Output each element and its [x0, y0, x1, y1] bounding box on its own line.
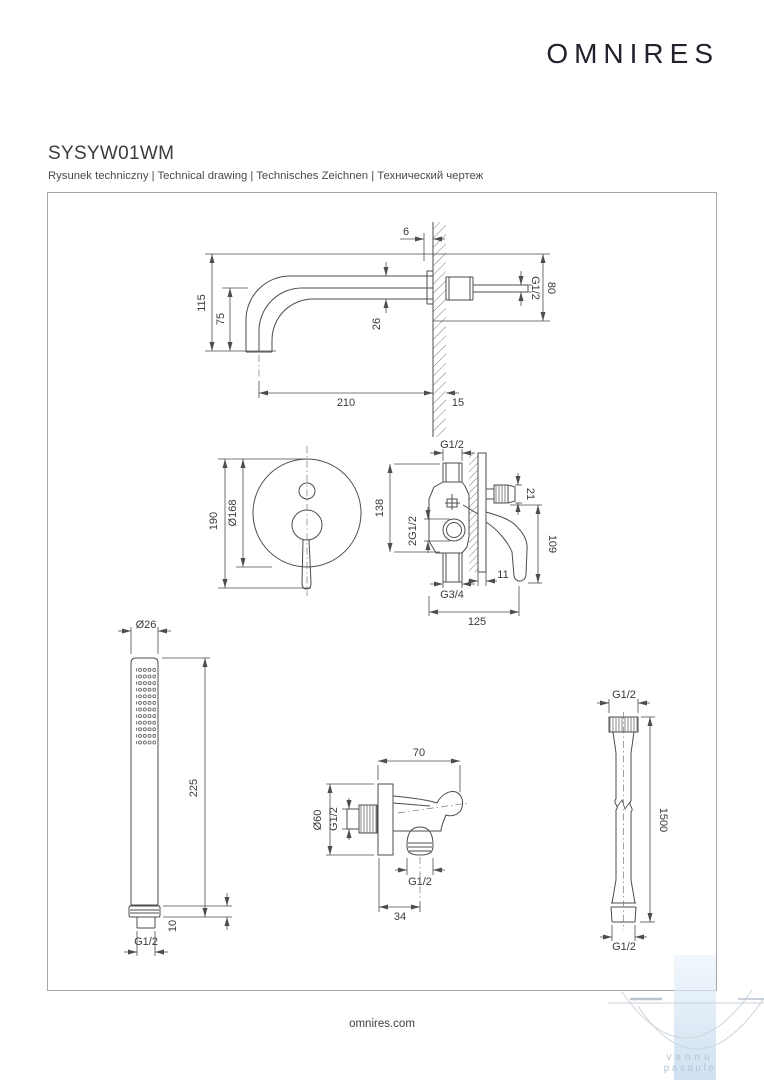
dim-valve-lever-length: 109 — [546, 534, 558, 554]
drawing-wall-spout — [196, 222, 557, 437]
dim-spout-thread: G1/2 — [529, 276, 541, 300]
brand-logo: OMNIRES — [546, 38, 719, 69]
dim-valve-inlet-thread: G1/2 — [440, 439, 464, 451]
nozzle-dots — [136, 666, 156, 747]
dim-spout-length: 210 — [336, 397, 356, 409]
dim-valve-outlet-threads: 2G1/2 — [407, 516, 419, 546]
dim-handshower-thread: G1/2 — [134, 936, 158, 948]
dim-valve-plate-offset: 11 — [497, 569, 509, 581]
dim-handshower-cone: 10 — [167, 919, 179, 933]
dim-spout-wall-depth: 15 — [451, 397, 465, 409]
watermark-line2: pasaule — [663, 1063, 717, 1074]
dim-handshower-diameter: Ø26 — [135, 619, 157, 631]
dim-valve-side-outlet: 21 — [524, 487, 536, 501]
website-footer: omnires.com — [349, 1018, 415, 1030]
dim-mixer-plate-diameter: Ø168 — [227, 499, 239, 527]
drawing-mixer-front — [208, 446, 361, 596]
dim-spout-wall-plate: 6 — [402, 226, 410, 238]
dim-elbow-depth: 70 — [412, 747, 426, 759]
dim-elbow-outlet-thread: G1/2 — [408, 876, 432, 888]
dim-hose-length: 1500 — [657, 807, 669, 833]
drawing-subtitle: Rysunek techniczny | Technical drawing | Technisches Zeichnen | Технический чертеж — [48, 170, 484, 182]
dim-hose-top-thread: G1/2 — [612, 689, 636, 701]
dim-spout-total-height: 115 — [196, 294, 208, 312]
dim-hose-bottom-thread: G1/2 — [612, 941, 636, 953]
dim-spout-concealed-height: 80 — [545, 281, 557, 295]
dim-elbow-offset: 34 — [393, 911, 407, 923]
dim-spout-diameter: 26 — [371, 317, 383, 331]
drawing-mixer-side — [374, 439, 558, 628]
dim-handshower-length: 225 — [188, 778, 200, 798]
watermark-line1: vannu — [666, 1052, 714, 1063]
drawing-shower-hose — [597, 689, 669, 953]
wall-hatch — [469, 453, 478, 572]
dim-elbow-inlet-thread: G1/2 — [328, 807, 340, 831]
dim-elbow-plate-diameter: Ø60 — [312, 809, 324, 831]
dim-spout-height: 75 — [215, 312, 227, 326]
dim-mixer-total-height: 190 — [208, 511, 220, 531]
drawing-handshower — [118, 619, 232, 956]
drawing-wall-elbow — [312, 747, 468, 923]
dim-valve-body-height: 138 — [374, 498, 386, 518]
product-code: SYSYW01WM — [48, 143, 175, 164]
dim-valve-bottom-thread: G3/4 — [440, 589, 464, 601]
watermark-text — [650, 1052, 730, 1074]
dim-valve-total-depth: 125 — [467, 616, 487, 628]
